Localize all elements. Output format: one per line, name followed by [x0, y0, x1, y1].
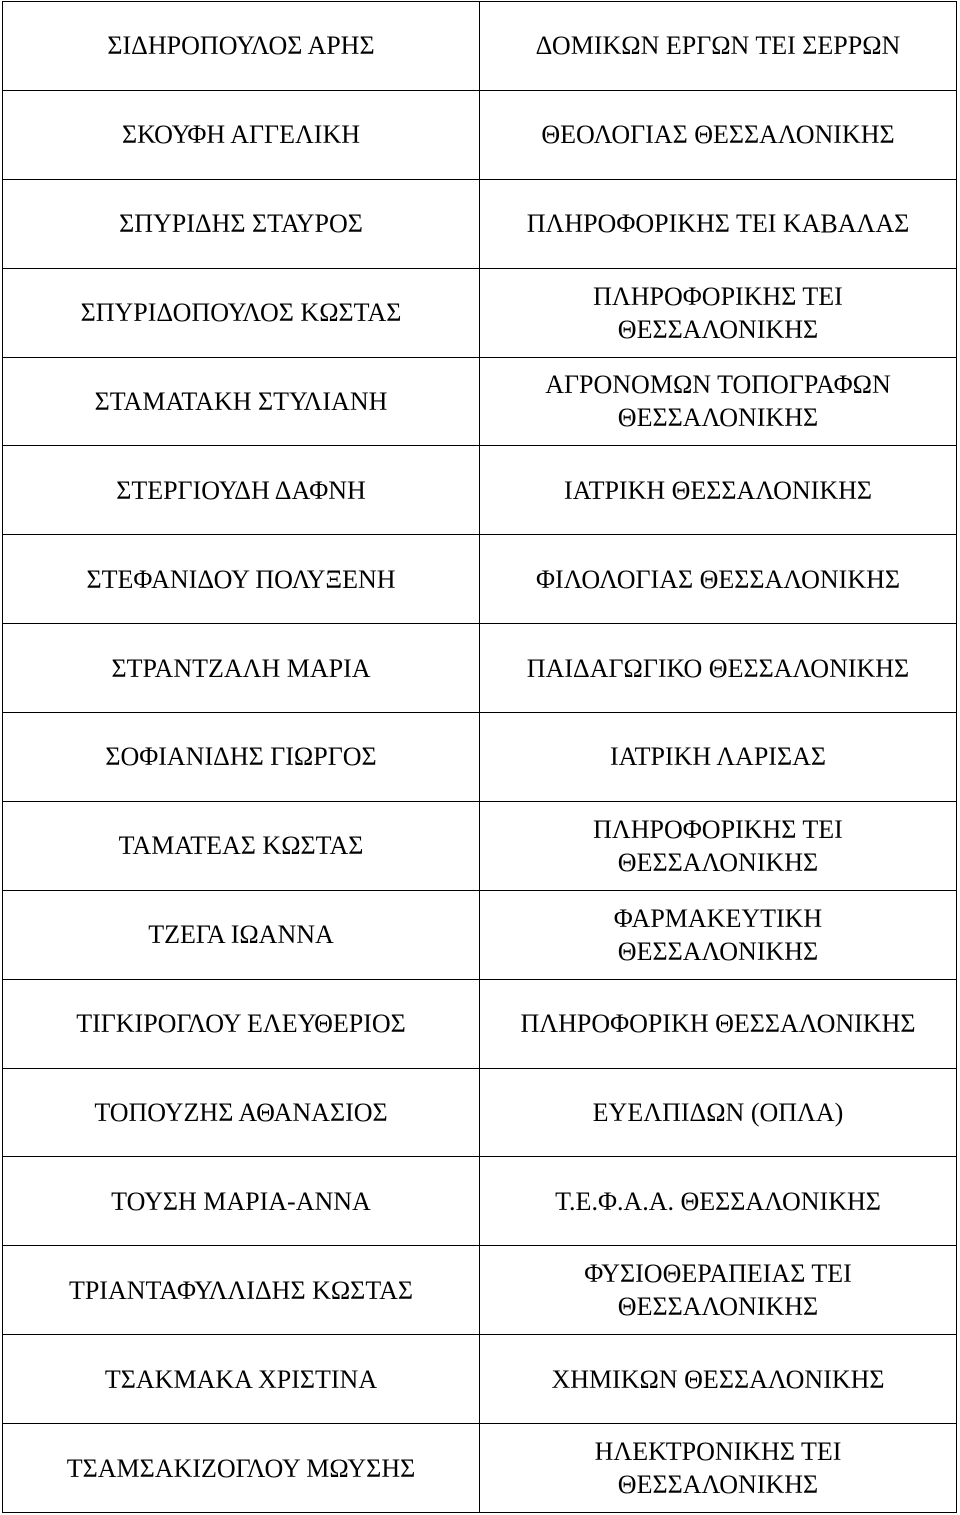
table-row: [3, 90, 957, 179]
department-name: ΠΛΗΡΟΦΟΡΙΚΗΣ ΤΕΙ ΘΕΣΣΑΛΟΝΙΚΗΣ: [480, 801, 957, 890]
department-name: ΗΛΕΚΤΡΟΝΙΚΗΣ ΤΕΙ ΘΕΣΣΑΛΟΝΙΚΗΣ: [480, 1424, 957, 1513]
student-name: ΤΡΙΑΝΤΑΦΥΛΛΙΔΗΣ ΚΩΣΤΑΣ: [3, 1246, 480, 1335]
table-row: [3, 624, 957, 713]
table-row: [3, 1068, 957, 1157]
table-row: [3, 179, 957, 268]
student-name: ΣΚΟΥΦΗ ΑΓΓΕΛΙΚΗ: [3, 90, 480, 179]
student-name: ΣΟΦΙΑΝΙΔΗΣ ΓΙΩΡΓΟΣ: [3, 713, 480, 802]
department-name: ΔΟΜΙΚΩΝ ΕΡΓΩΝ ΤΕΙ ΣΕΡΡΩΝ: [480, 2, 957, 91]
table-row: [3, 1335, 957, 1424]
department-name: ΠΛΗΡΟΦΟΡΙΚΗ ΘΕΣΣΑΛΟΝΙΚΗΣ: [480, 979, 957, 1068]
department-name: ΠΑΙΔΑΓΩΓΙΚΟ ΘΕΣΣΑΛΟΝΙΚΗΣ: [480, 624, 957, 713]
student-admission-table: [2, 1, 957, 1513]
student-name: ΤΟΥΣΗ ΜΑΡΙΑ-ΑΝΝΑ: [3, 1157, 480, 1246]
student-name: ΤΖΕΓΑ ΙΩΑΝΝΑ: [3, 890, 480, 979]
student-name: ΤΣΑΚΜΑΚΑ ΧΡΙΣΤΙΝΑ: [3, 1335, 480, 1424]
student-name: ΤΟΠΟΥΖΗΣ ΑΘΑΝΑΣΙΟΣ: [3, 1068, 480, 1157]
student-name: ΣΠΥΡΙΔΗΣ ΣΤΑΥΡΟΣ: [3, 179, 480, 268]
student-name: ΣΤΕΡΓΙΟΥΔΗ ΔΑΦΝΗ: [3, 446, 480, 535]
table-row: [3, 979, 957, 1068]
table-row: [3, 446, 957, 535]
table-row: [3, 268, 957, 357]
department-name: ΙΑΤΡΙΚΗ ΘΕΣΣΑΛΟΝΙΚΗΣ: [480, 446, 957, 535]
student-name: ΣΤΕΦΑΝΙΔΟΥ ΠΟΛΥΞΕΝΗ: [3, 535, 480, 624]
department-name: ΘΕΟΛΟΓΙΑΣ ΘΕΣΣΑΛΟΝΙΚΗΣ: [480, 90, 957, 179]
department-name: ΦΙΛΟΛΟΓΙΑΣ ΘΕΣΣΑΛΟΝΙΚΗΣ: [480, 535, 957, 624]
table-row: [3, 2, 957, 91]
student-name: ΤΣΑΜΣΑΚΙΖΟΓΛΟΥ ΜΩΥΣΗΣ: [3, 1424, 480, 1513]
department-name: ΦΑΡΜΑΚΕΥΤΙΚΗ ΘΕΣΣΑΛΟΝΙΚΗΣ: [480, 890, 957, 979]
table-row: [3, 535, 957, 624]
department-name: ΧΗΜΙΚΩΝ ΘΕΣΣΑΛΟΝΙΚΗΣ: [480, 1335, 957, 1424]
department-name: ΠΛΗΡΟΦΟΡΙΚΗΣ ΤΕΙ ΘΕΣΣΑΛΟΝΙΚΗΣ: [480, 268, 957, 357]
document-page: [2, 1, 956, 1513]
table-row: [3, 801, 957, 890]
table-row: [3, 357, 957, 446]
department-name: Τ.Ε.Φ.Α.Α. ΘΕΣΣΑΛΟΝΙΚΗΣ: [480, 1157, 957, 1246]
table-row: [3, 1424, 957, 1513]
department-name: ΙΑΤΡΙΚΗ ΛΑΡΙΣΑΣ: [480, 713, 957, 802]
student-name: ΤΑΜΑΤΕΑΣ ΚΩΣΤΑΣ: [3, 801, 480, 890]
table-row: [3, 713, 957, 802]
department-name: ΕΥΕΛΠΙΔΩΝ (ΟΠΛΑ): [480, 1068, 957, 1157]
student-name: ΤΙΓΚΙΡΟΓΛΟΥ ΕΛΕΥΘΕΡΙΟΣ: [3, 979, 480, 1068]
department-name: ΑΓΡΟΝΟΜΩΝ ΤΟΠΟΓΡΑΦΩΝ ΘΕΣΣΑΛΟΝΙΚΗΣ: [480, 357, 957, 446]
table-row: [3, 1246, 957, 1335]
department-name: ΠΛΗΡΟΦΟΡΙΚΗΣ ΤΕΙ ΚΑΒΑΛΑΣ: [480, 179, 957, 268]
table-row: [3, 890, 957, 979]
table-row: [3, 1157, 957, 1246]
department-name: ΦΥΣΙΟΘΕΡΑΠΕΙΑΣ ΤΕΙ ΘΕΣΣΑΛΟΝΙΚΗΣ: [480, 1246, 957, 1335]
student-name: ΣΠΥΡΙΔΟΠΟΥΛΟΣ ΚΩΣΤΑΣ: [3, 268, 480, 357]
student-name: ΣΤΡΑΝΤΖΑΛΗ ΜΑΡΙΑ: [3, 624, 480, 713]
student-name: ΣΙΔΗΡΟΠΟΥΛΟΣ ΑΡΗΣ: [3, 2, 480, 91]
student-name: ΣΤΑΜΑΤΑΚΗ ΣΤΥΛΙΑΝΗ: [3, 357, 480, 446]
